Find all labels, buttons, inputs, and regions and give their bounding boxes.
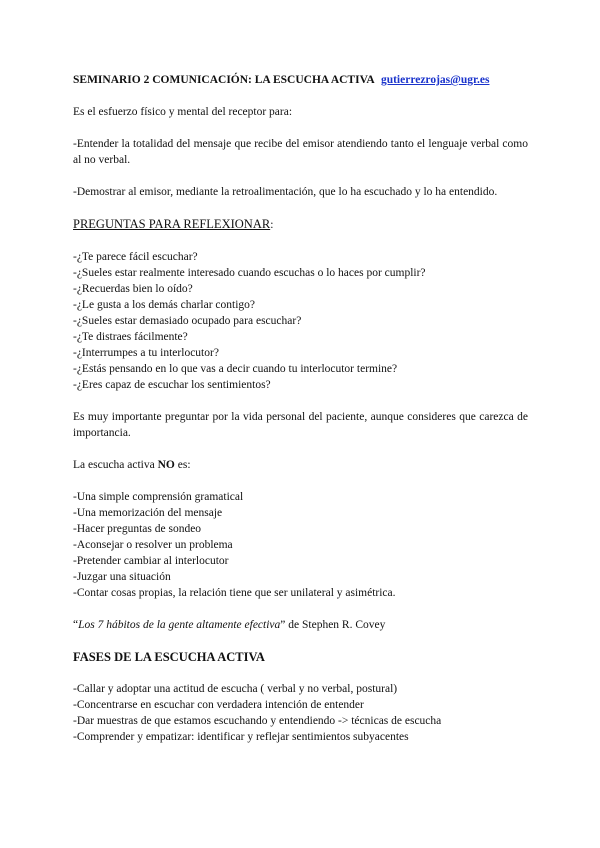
list-item: -¿Recuerdas bien lo oído? (73, 283, 193, 295)
reflect-heading-colon: : (270, 219, 274, 231)
list-item: -Dar muestras de que estamos escuchando y entendiendo -> técnicas de escucha (73, 715, 442, 727)
list-item: -Aconsejar o resolver un problema (73, 539, 233, 551)
list-item: -¿Sueles estar demasiado ocupado para escuchar? (73, 315, 302, 327)
book-close-quote: ” (280, 619, 286, 631)
list-item: -¿Le gusta a los demás charlar contigo? (73, 299, 256, 311)
not-active-suffix: es: (174, 459, 191, 471)
document-title: SEMINARIO 2 COMUNICACIÓN: LA ESCUCHA ACTIVA (73, 74, 375, 86)
reflect-heading: PREGUNTAS PARA REFLEXIONAR (73, 217, 271, 231)
list-item: -Contar cosas propias, la relación tiene que ser unilateral y asimétrica. (73, 587, 396, 599)
not-active-lead (73, 457, 528, 473)
intro-point-1: -Entender la totalidad del mensaje que recibe del emisor atendiendo tanto el lenguaje verbal como al no verbal. (73, 138, 528, 166)
important-note: Es muy importante preguntar por la vida personal del paciente, aunque consideres que carezca de importancia. (73, 411, 528, 439)
list-item: -¿Eres capaz de escuchar los sentimientos? (73, 379, 271, 391)
list-item: -Una memorización del mensaje (73, 507, 223, 519)
title-line (73, 72, 528, 88)
phases-list (73, 681, 528, 745)
book-author: de Stephen R. Covey (285, 619, 386, 631)
book-title: Los 7 hábitos de la gente altamente efectiva (78, 619, 281, 631)
list-item: -¿Sueles estar realmente interesado cuando escuchas o lo haces por cumplir? (73, 267, 426, 279)
list-item: -¿Te parece fácil escuchar? (73, 251, 198, 263)
list-item: -Hacer preguntas de sondeo (73, 523, 202, 535)
book-open-quote: “ (73, 619, 79, 631)
not-active-emphasis: NO (157, 459, 175, 471)
email-link[interactable]: gutierrezrojas@ugr.es (380, 74, 490, 86)
list-item: -Concentrarse en escuchar con verdadera intención de entender (73, 699, 364, 711)
list-item: -¿Interrumpes a tu interlocutor? (73, 347, 219, 359)
list-item: -Una simple comprensión gramatical (73, 491, 244, 503)
not-active-list (73, 489, 528, 601)
list-item: -¿Estás pensando en lo que vas a decir cuando tu interlocutor termine? (73, 363, 398, 375)
intro-point-2: -Demostrar al emisor, mediante la retroalimentación, que lo ha escuchado y lo ha entendido. (73, 186, 498, 198)
list-item: -Pretender cambiar al interlocutor (73, 555, 229, 567)
intro-lead: Es el esfuerzo físico y mental del receptor para: (73, 106, 293, 118)
reflect-questions-list (73, 249, 528, 393)
list-item: -¿Te distraes fácilmente? (73, 331, 188, 343)
list-item: -Comprender y empatizar: identificar y reflejar sentimientos subyacentes (73, 731, 409, 743)
list-item: -Callar y adoptar una actitud de escucha ( verbal y no verbal, postural) (73, 683, 398, 695)
list-item: -Juzgar una situación (73, 571, 171, 583)
document-page (73, 72, 528, 761)
phases-heading: FASES DE LA ESCUCHA ACTIVA (73, 650, 265, 664)
reflect-heading-wrap (73, 216, 528, 233)
book-reference (73, 617, 528, 633)
not-active-prefix: La escucha activa (73, 459, 158, 471)
